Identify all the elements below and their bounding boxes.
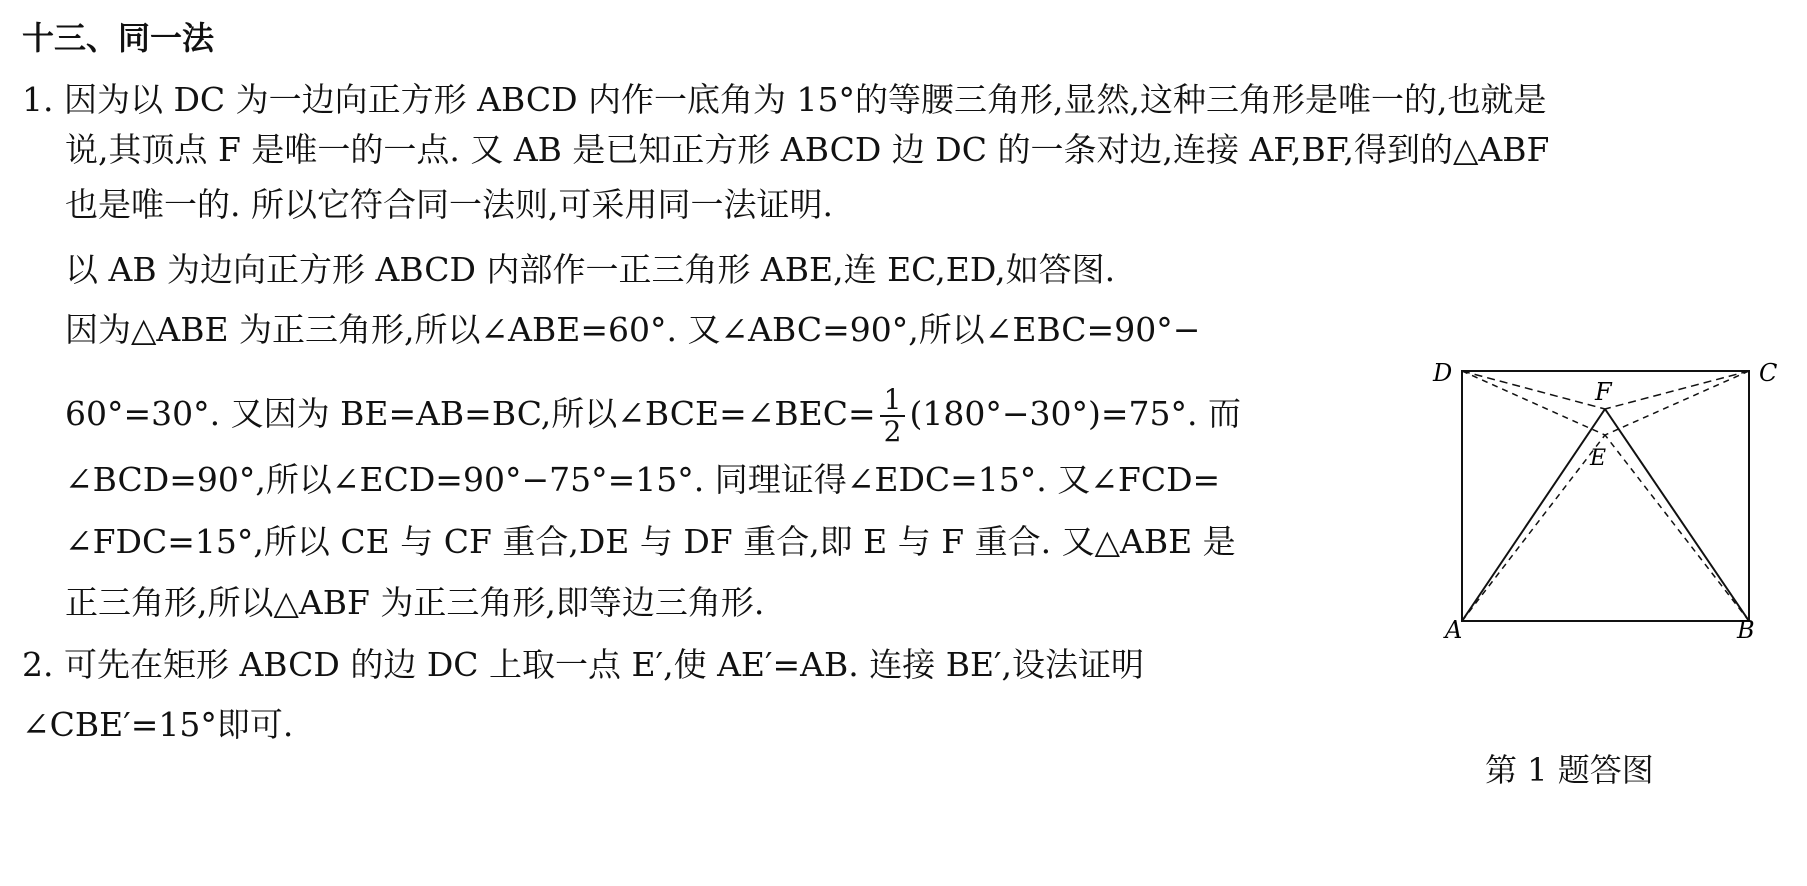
label-e: E [1590, 446, 1607, 471]
segment-ae [1462, 435, 1605, 621]
para1-line1: 1. 因为以 DC 为一边向正方形 ABCD 内作一底角为 15°的等腰三角形,显然,这种三角形是唯一的,也就是 [22, 80, 1547, 119]
fraction-one-half [880, 385, 906, 447]
para1-line6 [65, 385, 1241, 447]
para1-line9: 正三角形,所以△ABF 为正三角形,即等边三角形. [65, 583, 765, 622]
label-a: A [1445, 616, 1463, 640]
para1-line6-part-b: (180°−30°)=75°. 而 [909, 394, 1241, 433]
fraction-denominator: 2 [883, 415, 902, 448]
para1-line4: 以 AB 为边向正方形 ABCD 内部作一正三角形 ABE,连 EC,ED,如答图. [65, 250, 1116, 289]
para1-line8: ∠FDC=15°,所以 CE 与 CF 重合,DE 与 DF 重合,即 E 与 F 重合. 又△ABE 是 [65, 522, 1236, 561]
section-heading: 十三、同一法 [22, 19, 215, 57]
label-c: C [1759, 359, 1778, 387]
para2-line2: ∠CBE′=15°即可. [22, 705, 294, 744]
segment-bf [1605, 409, 1749, 621]
geometry-figure [1425, 355, 1795, 640]
para2-line1: 2. 可先在矩形 ABCD 的边 DC 上取一点 E′,使 AE′=AB. 连接 BE′,设法证明 [22, 645, 1145, 684]
segment-ce [1605, 371, 1749, 435]
para1-line3: 也是唯一的. 所以它符合同一法则,可采用同一法证明. [65, 185, 833, 224]
segment-be [1605, 435, 1749, 621]
para1-line5: 因为△ABE 为正三角形,所以∠ABE=60°. 又∠ABC=90°,所以∠EBC=90°− [65, 310, 1201, 349]
para1-line2: 说,其顶点 F 是唯一的一点. 又 AB 是已知正方形 ABCD 边 DC 的一条对边,连接 AF,BF,得到的△ABF [65, 130, 1550, 169]
label-f: F [1595, 378, 1612, 406]
para1-line6-part-a: 60°=30°. 又因为 BE=AB=BC,所以∠BCE=∠BEC= [65, 394, 876, 433]
segment-de [1462, 371, 1605, 435]
label-d: D [1433, 359, 1453, 387]
segment-af [1462, 409, 1605, 621]
para1-line7: ∠BCD=90°,所以∠ECD=90°−75°=15°. 同理证得∠EDC=15°. 又∠FCD= [65, 460, 1221, 499]
fraction-numerator: 1 [880, 385, 906, 417]
label-b: B [1737, 616, 1755, 640]
figure-caption: 第 1 题答图 [1485, 751, 1654, 789]
